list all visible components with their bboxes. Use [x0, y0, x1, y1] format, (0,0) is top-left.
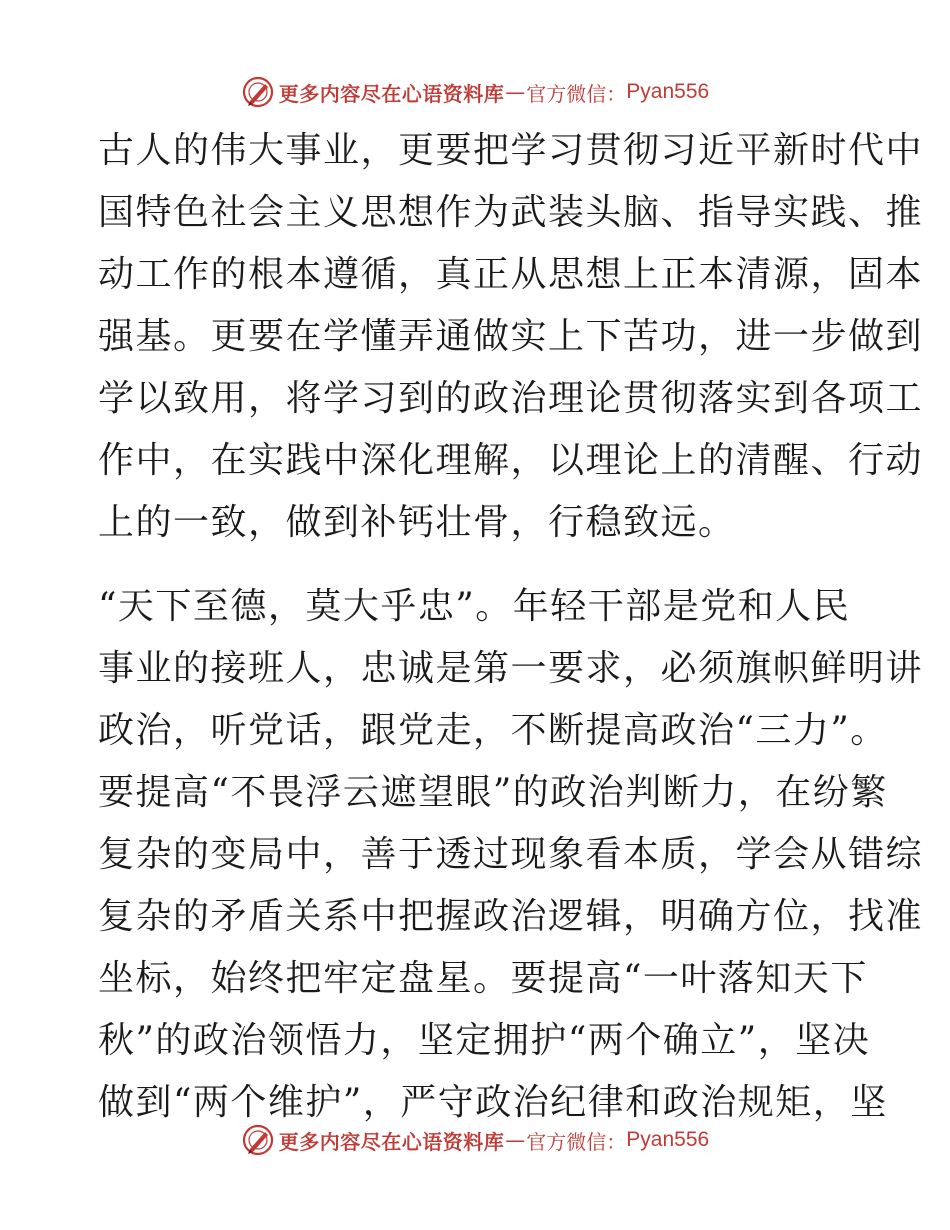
text-line: “天下至德，莫大乎忠”。年轻干部是党和人民 [98, 586, 851, 627]
text-line: 国特色社会主义思想作为武装头脑、指导实践、推 [98, 192, 924, 233]
wechat-label: 官方微信： [526, 81, 627, 106]
header-banner [0, 72, 950, 112]
text-line: 做到“两个维护”，严守政治纪律和政治规矩，坚 [98, 1082, 888, 1123]
footer-banner [0, 1120, 950, 1160]
pen-logo-icon [241, 75, 275, 109]
text-line: 坐标，始终把牢定盘星。要提高“一叶落知天下 [98, 958, 868, 999]
paragraph-gap [98, 554, 858, 576]
text-line: 强基。更要在学懂弄通做实上下苦功，进一步做到 [98, 316, 924, 357]
text-line: 上的一致，做到补钙壮骨，行稳致远。 [98, 502, 736, 543]
paragraph-2 [98, 576, 924, 1134]
promo-text: 更多内容尽在心语资料库 [278, 1129, 505, 1154]
text-line: 事业的接班人，忠诚是第一要求，必须旗帜鲜明讲 [98, 648, 924, 689]
text-line: 动工作的根本遵循，真正从思想上正本清源，固本 [98, 254, 924, 295]
text-line: 学以致用，将学习到的政治理论贯彻落实到各项工 [98, 378, 924, 419]
text-line: 作中，在实践中深化理解，以理论上的清醒、行动 [98, 440, 924, 481]
text-line: 复杂的变局中，善于透过现象看本质，学会从错综 [98, 834, 924, 875]
text-line: 复杂的矛盾关系中把握政治逻辑，明确方位，找准 [98, 896, 924, 937]
text-line: 古人的伟大事业，更要把学习贯彻习近平新时代中 [98, 130, 924, 171]
text-line: 要提高“不畏浮云遮望眼”的政治判断力，在纷繁 [98, 772, 888, 813]
promo-text: 更多内容尽在心语资料库 [278, 81, 505, 106]
wechat-label: 官方微信： [526, 1129, 627, 1154]
banner-separator: — [505, 1128, 526, 1152]
wechat-id: Pyan556 [626, 1128, 710, 1151]
banner-separator: — [505, 80, 526, 104]
paragraph-1 [98, 120, 924, 554]
document-body [98, 120, 924, 1134]
text-line: 政治，听党话，跟党走，不断提高政治“三力”。 [98, 710, 888, 751]
pen-logo-icon [241, 1123, 275, 1157]
text-line: 秋”的政治领悟力，坚定拥护“两个确立”，坚决 [98, 1020, 871, 1061]
wechat-id: Pyan556 [626, 80, 710, 103]
